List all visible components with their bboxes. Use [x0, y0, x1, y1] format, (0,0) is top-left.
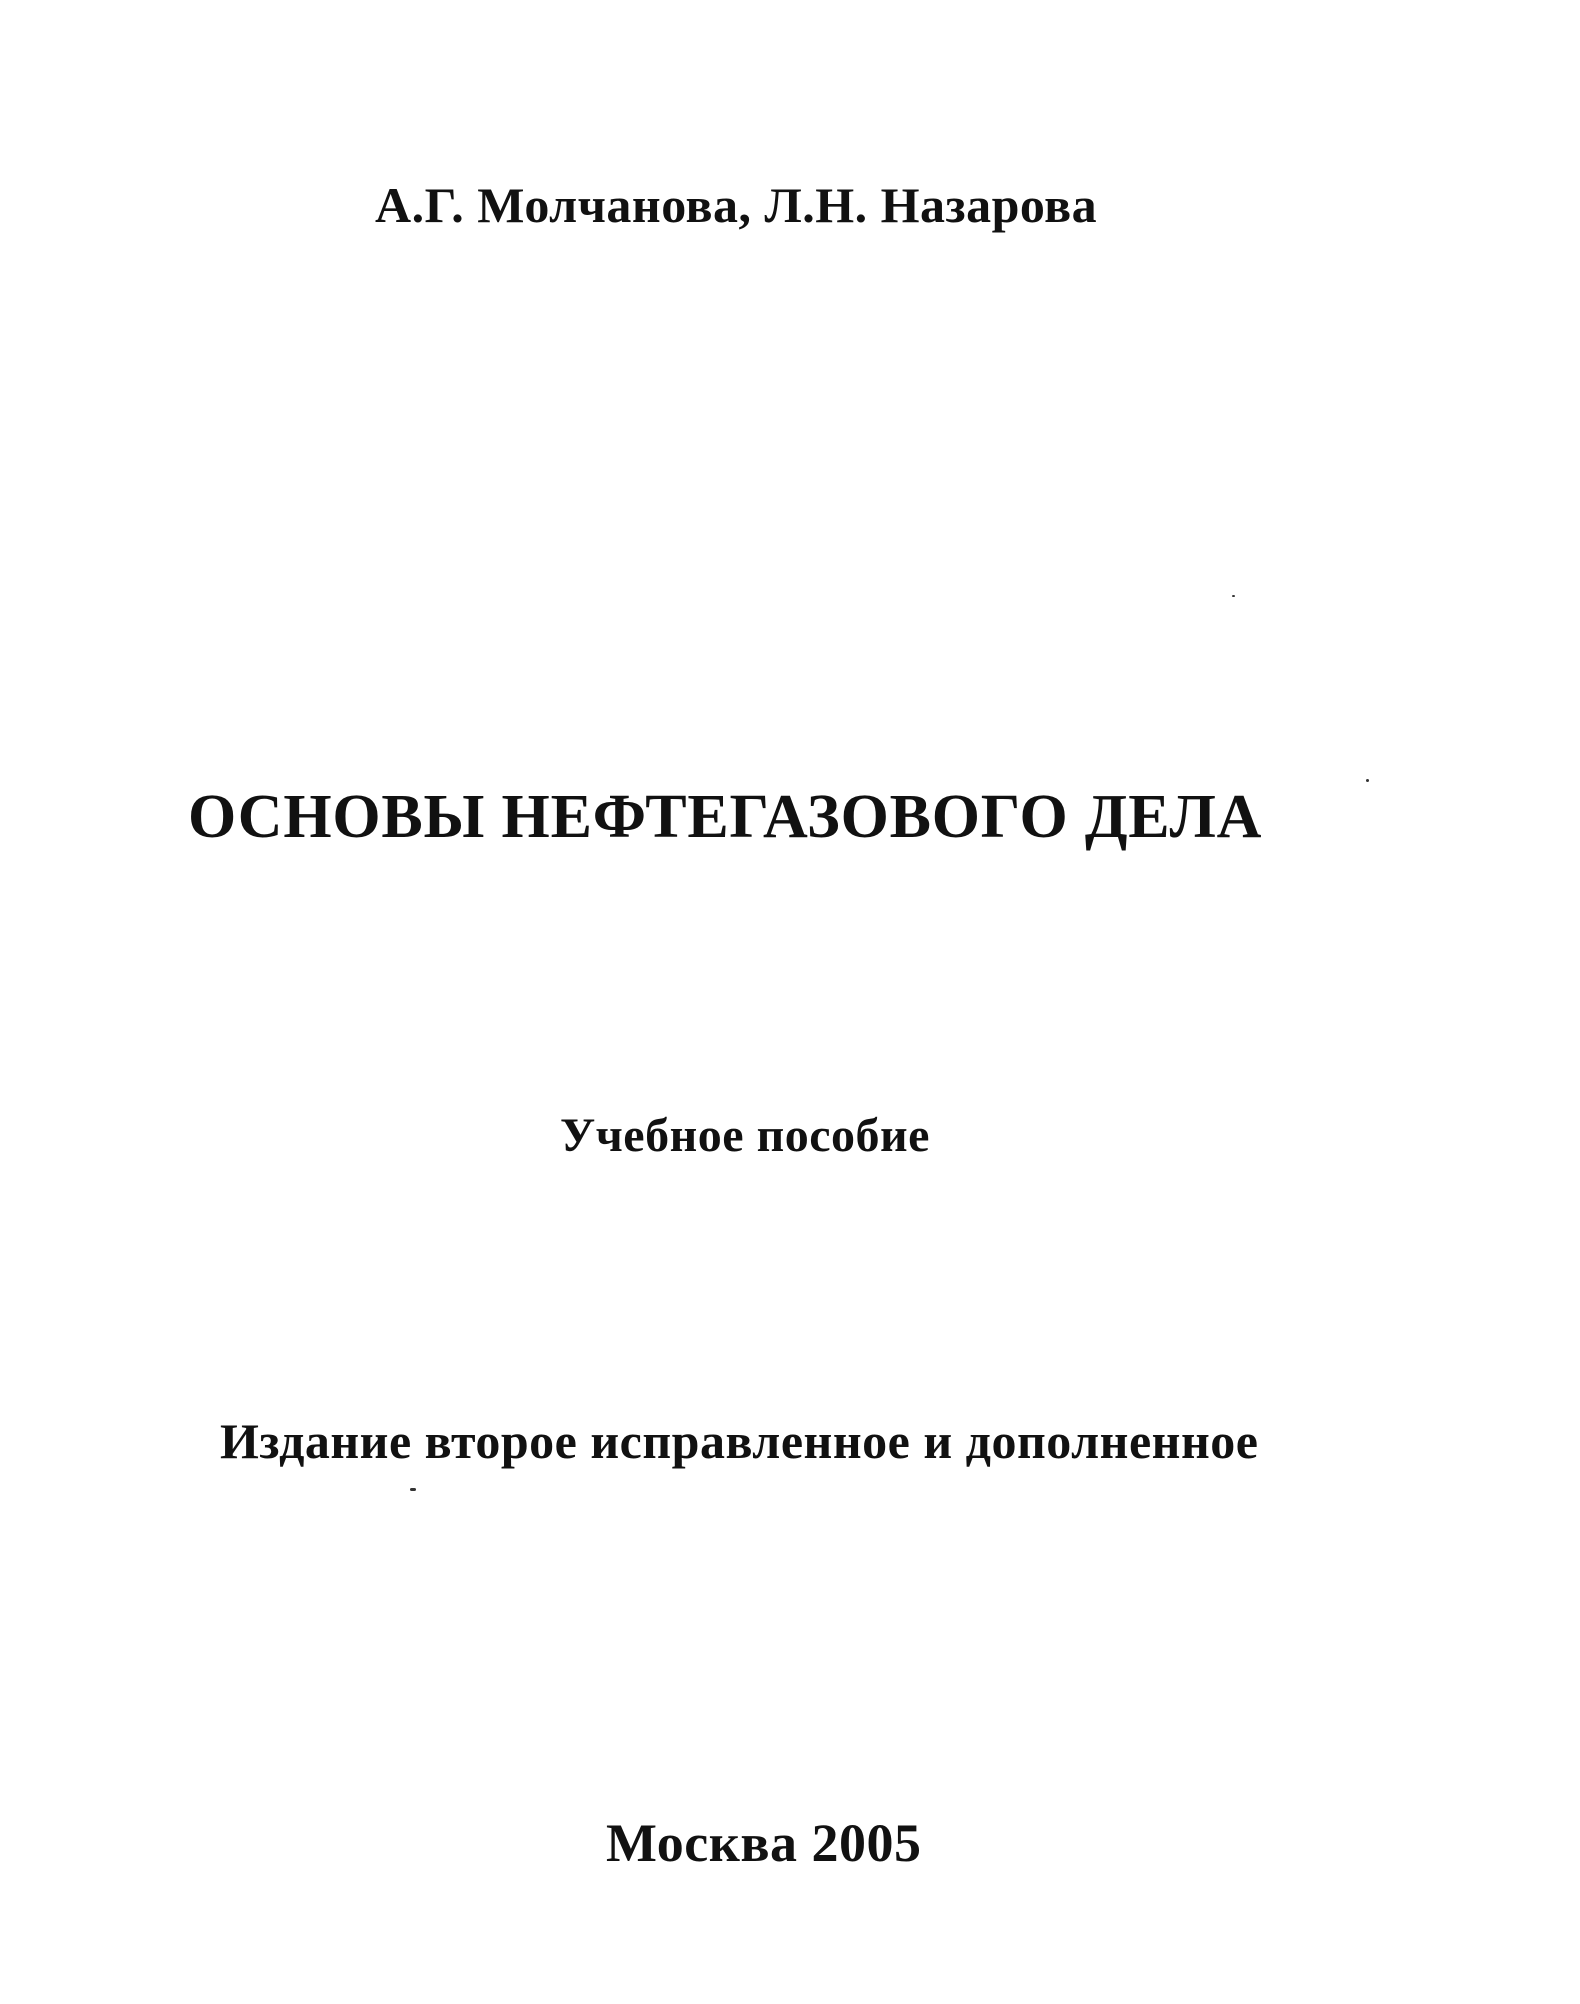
imprint: Москва 2005 [606, 1813, 922, 1873]
scan-speck [1232, 595, 1235, 597]
authors: А.Г. Молчанова, Л.Н. Назарова [375, 177, 1098, 233]
scan-speck [410, 1488, 416, 1491]
book-subtitle: Учебное пособие [560, 1109, 930, 1162]
scan-speck [1366, 779, 1369, 782]
edition-note: Издание второе исправленное и дополненное [220, 1413, 1259, 1469]
book-title: ОСНОВЫ НЕФТЕГАЗОВОГО ДЕЛА [188, 783, 1263, 851]
